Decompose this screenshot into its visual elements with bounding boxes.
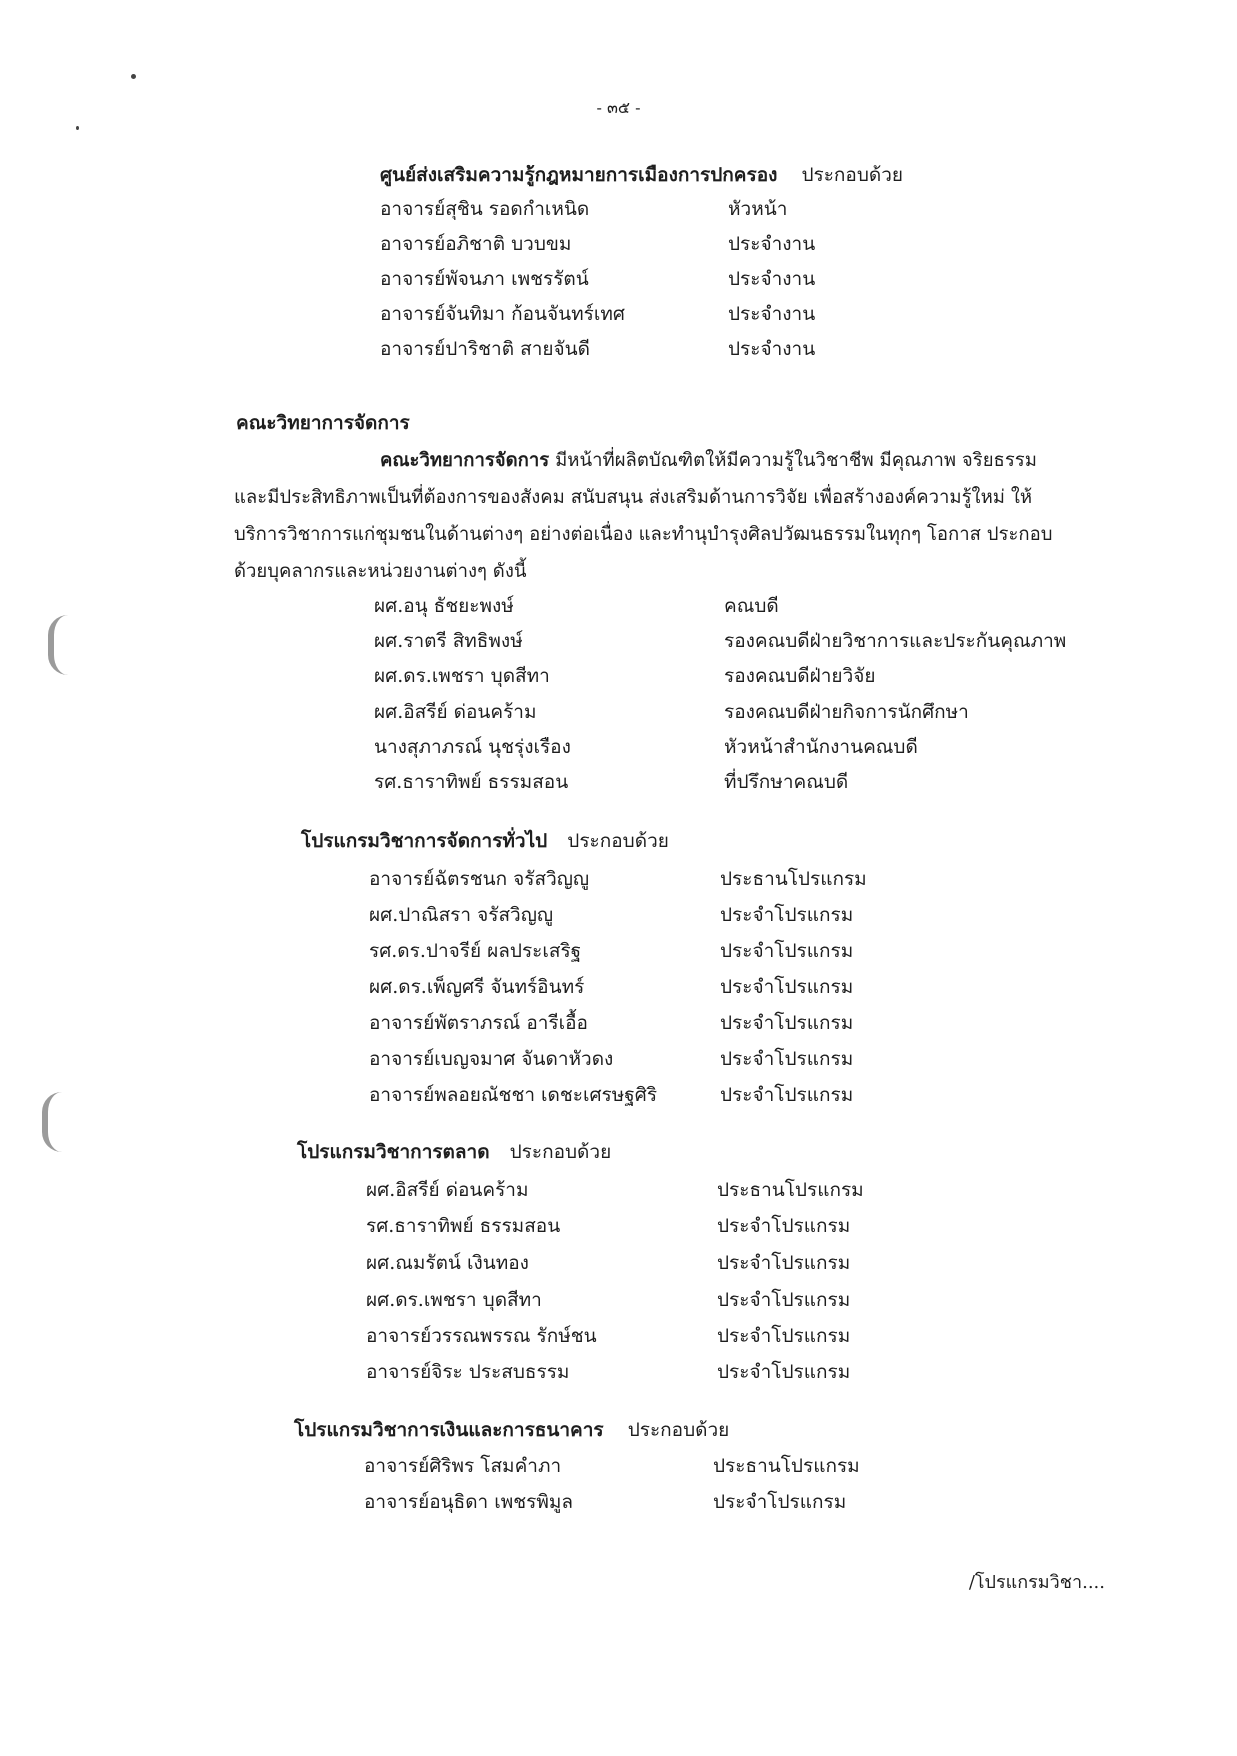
program-heading: โปรแกรมวิชาการตลาด — [297, 1141, 490, 1163]
member-role: รองคณบดีฝ่ายกิจการนักศึกษา — [724, 701, 969, 723]
member-role: คณบดี — [724, 595, 779, 617]
program-heading-suffix: ประกอบด้วย — [509, 1141, 612, 1163]
member-role: ประจำโปรแกรม — [717, 1325, 851, 1347]
member-role: ประจำโปรแกรม — [717, 1215, 851, 1237]
member-role: ประจำโปรแกรม — [717, 1252, 851, 1274]
member-name: นางสุภาภรณ์ นุชรุ่งเรือง — [374, 736, 571, 758]
member-name: อาจารย์จิระ ประสบธรรม — [366, 1361, 570, 1383]
member-role: ประธานโปรแกรม — [713, 1455, 860, 1477]
member-role: ประจำโปรแกรม — [717, 1289, 851, 1311]
member-name: อาจารย์ปาริชาติ สายจันดี — [380, 338, 590, 360]
member-name: อาจารย์พัจนภา เพชรรัตน์ — [380, 268, 589, 290]
member-name: ผศ.ดร.เพชรา บุดสีทา — [374, 665, 550, 687]
member-name: อาจารย์อนุธิดา เพชรพิมูล — [364, 1491, 574, 1513]
program-heading-line — [294, 1415, 729, 1445]
member-name: รศ.ดร.ปาจรีย์ ผลประเสริฐ — [369, 940, 582, 962]
member-role: หัวหน้า — [728, 198, 788, 220]
member-role: ประจำงาน — [728, 268, 816, 290]
member-role: ประธานโปรแกรม — [720, 868, 867, 890]
faculty-intro-text: มีหน้าที่ผลิตบัณฑิตให้มีความรู้ในวิชาชีพ มีคุณภาพ จริยธรรม และมีประสิทธิภาพเป็นที่ต้องการของสังคม สนับสนุน ส่งเสริมด้านการวิจัย เพื่อสร้างองค์ความรู้ใหม่ ให้บริการวิชาการแก่ชุมชนในด้านต่างๆ อย่างต่อเนื่อง และทำนุบำรุงศิลปวัฒนธรรมในทุกๆ โอกาส ประกอบด้วยบุคลากรและหน่วยงานต่างๆ ดังนี้ — [234, 450, 1053, 582]
member-name: อาจารย์ฉัตรชนก จรัสวิญญู — [369, 868, 590, 890]
member-role: ประจำงาน — [728, 233, 816, 255]
member-name: อาจารย์วรรณพรรณ รักษ์ชน — [366, 1325, 597, 1347]
member-role: ประธานโปรแกรม — [717, 1179, 864, 1201]
member-name: อาจารย์ศิริพร โสมคำภา — [364, 1455, 562, 1477]
scan-dot — [131, 74, 136, 79]
member-name: ผศ.ณมรัตน์ เงินทอง — [366, 1252, 529, 1274]
member-role: รองคณบดีฝ่ายวิชาการและประกันคุณภาพ — [724, 630, 1067, 652]
program-heading-line — [301, 826, 669, 856]
member-role: ประจำงาน — [728, 303, 816, 325]
scan-dot — [76, 126, 79, 130]
member-role: ที่ปรึกษาคณบดี — [724, 771, 849, 793]
center-heading-suffix: ประกอบด้วย — [801, 164, 904, 186]
punch-hole-mark — [48, 615, 68, 675]
member-role: ประจำโปรแกรม — [720, 904, 854, 926]
member-name: ผศ.ดร.เพ็ญศรี จันทร์อินทร์ — [369, 976, 585, 998]
member-name: อาจารย์พลอยณัชชา เดชะเศรษฐศิริ — [369, 1084, 658, 1106]
member-role: ประจำโปรแกรม — [720, 1084, 854, 1106]
faculty-intro-bold: คณะวิทยาการจัดการ — [380, 450, 550, 471]
page-number: - ๓๕ - — [596, 98, 641, 117]
member-name: อาจารย์อภิชาติ บวบขม — [380, 233, 572, 255]
member-name: ผศ.ราตรี สิทธิพงษ์ — [374, 630, 523, 652]
continuation-note: /โปรแกรมวิชา.... — [968, 1572, 1105, 1593]
member-name: ผศ.ดร.เพชรา บุดสีทา — [366, 1289, 542, 1311]
program-heading: โปรแกรมวิชาการเงินและการธนาคาร — [294, 1419, 604, 1441]
member-role: ประจำงาน — [728, 338, 816, 360]
faculty-intro-paragraph — [234, 442, 1066, 590]
member-name: ผศ.อิสรีย์ ด่อนคร้าม — [366, 1179, 529, 1201]
program-heading-line — [297, 1137, 611, 1167]
member-name: รศ.ธาราทิพย์ ธรรมสอน — [374, 771, 569, 793]
center-heading: ศูนย์ส่งเสริมความรู้กฎหมายการเมืองการปกครอง — [380, 164, 778, 186]
member-name: ผศ.อนุ ธัชยะพงษ์ — [374, 595, 514, 617]
member-role: ประจำโปรแกรม — [720, 1048, 854, 1070]
member-name: รศ.ธาราทิพย์ ธรรมสอน — [366, 1215, 561, 1237]
center-heading-line — [380, 160, 903, 190]
program-heading: โปรแกรมวิชาการจัดการทั่วไป — [301, 830, 548, 852]
member-name: ผศ.อิสรีย์ ด่อนคร้าม — [374, 701, 537, 723]
member-name: ผศ.ปาณิสรา จรัสวิญญู — [369, 904, 554, 926]
member-role: ประจำโปรแกรม — [713, 1491, 847, 1513]
faculty-heading: คณะวิทยาการจัดการ — [236, 412, 410, 434]
member-role: ประจำโปรแกรม — [720, 976, 854, 998]
member-role: ประจำโปรแกรม — [720, 940, 854, 962]
member-name: อาจารย์จันทิมา ก้อนจันทร์เทศ — [380, 303, 625, 325]
member-role: ประจำโปรแกรม — [717, 1361, 851, 1383]
member-name: อาจารย์สุชิน รอดกำเหนิด — [380, 198, 590, 220]
member-role: ประจำโปรแกรม — [720, 1012, 854, 1034]
punch-hole-mark — [42, 1092, 62, 1152]
member-name: อาจารย์เบญจมาศ จันดาหัวดง — [369, 1048, 614, 1070]
member-role: รองคณบดีฝ่ายวิจัย — [724, 665, 876, 687]
member-role: หัวหน้าสำนักงานคณบดี — [724, 736, 918, 758]
program-heading-suffix: ประกอบด้วย — [627, 1419, 730, 1441]
member-name: อาจารย์พัตราภรณ์ อารีเอื้อ — [369, 1012, 588, 1034]
program-heading-suffix: ประกอบด้วย — [567, 830, 669, 852]
